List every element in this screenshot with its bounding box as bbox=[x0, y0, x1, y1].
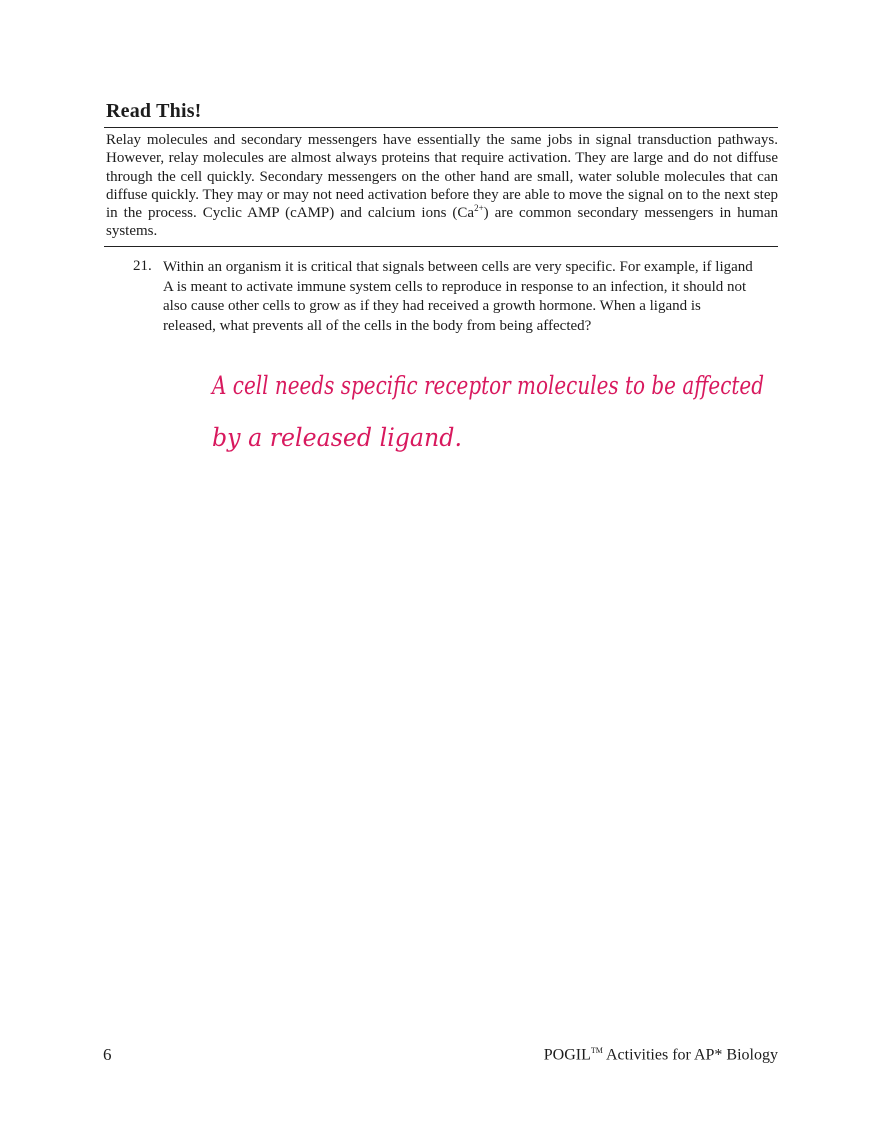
top-rule bbox=[104, 127, 778, 128]
answer-line-2: by a released ligand. bbox=[212, 423, 462, 452]
question-text: Within an organism it is critical that signals between cells are very specific. For example, if ligand A is meant to activate immune system cells to reproduce in response to an infection, it should not also cause other cells to grow as if they had received a growth hormone. When a ligand is released, what prevents all of the cells in the body from being affected? bbox=[163, 259, 753, 335]
footer-title-brand: POGIL bbox=[543, 1046, 591, 1064]
handwritten-answer bbox=[200, 360, 800, 480]
footer-trademark: TM bbox=[590, 1046, 603, 1055]
read-this-text: Relay molecules and secondary messengers have essentially the same jobs in signal transduction pathways. However, relay molecules are almost always proteins that require activation. They are large and do not diffuse through the cell quickly. Secondary messengers on the other hand are small, water soluble molecules that can diffuse quickly. They may or may not need activation before they are able to move the signal on to the next step in the process. Cyclic AMP (cAMP) and calcium ions (Ca bbox=[106, 132, 778, 222]
page-number: 6 bbox=[103, 1045, 112, 1064]
footer-title-rest: Activities for AP* Biology bbox=[602, 1046, 778, 1064]
answer-line-1: A cell needs specific receptor molecules to be affected bbox=[210, 371, 764, 400]
read-this-text-end: ) are common secondary messengers in human systems. bbox=[106, 205, 778, 240]
footer-title bbox=[544, 1046, 778, 1064]
bottom-rule bbox=[104, 246, 778, 247]
read-this-paragraph bbox=[106, 131, 778, 241]
calcium-charge: 2+ bbox=[474, 203, 484, 214]
question-number: 21. bbox=[133, 258, 152, 274]
read-this-heading: Read This! bbox=[106, 100, 202, 122]
